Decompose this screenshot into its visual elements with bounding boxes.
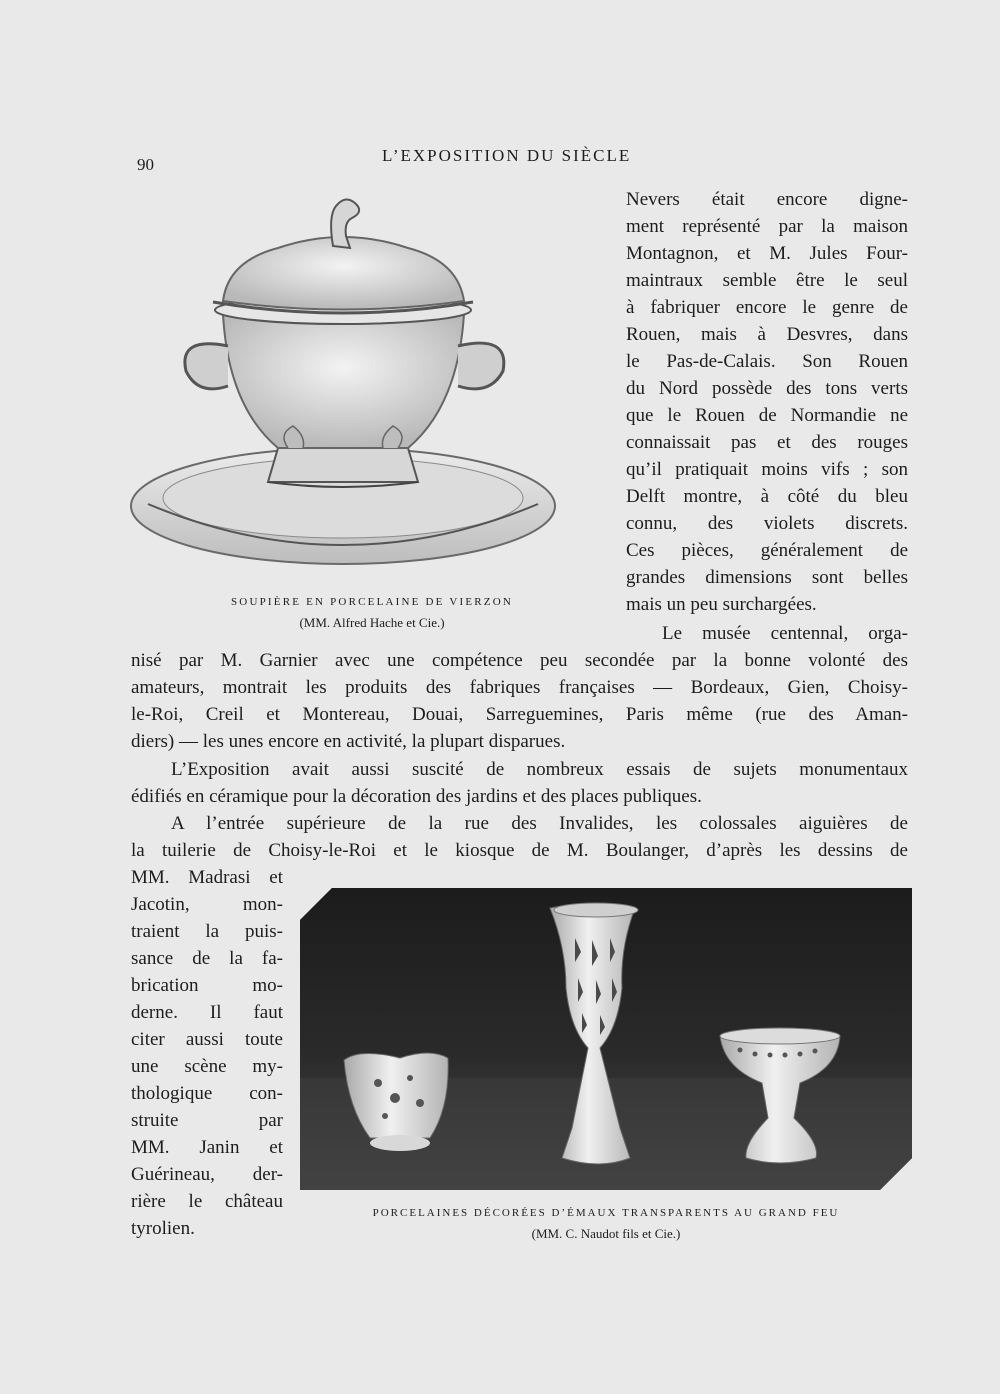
paragraph-right-column <box>626 186 908 618</box>
text-line: citer aussi toute <box>131 1029 283 1050</box>
text-line: édifiés en céramique pour la décoration des jardins et des places publiques. <box>131 786 702 807</box>
text-line: Ces pièces, généralement de <box>626 540 908 561</box>
text-line: Nevers était encore digne- <box>626 189 908 210</box>
page-number: 90 <box>137 155 154 174</box>
text-line: une scène my- <box>131 1056 283 1077</box>
text-line: maintraux semble être le seul <box>626 270 908 291</box>
paragraph-2-first-line <box>662 620 908 647</box>
porcelain-photo <box>300 888 912 1190</box>
text-line: le Pas-de-Calais. Son Rouen <box>626 351 908 372</box>
paragraph-4 <box>131 810 908 864</box>
text-line: amateurs, montrait les produits des fabriques françaises — Bordeaux, Gien, Choisy- <box>131 677 908 698</box>
text-line: ment représenté par la maison <box>626 216 908 237</box>
text-line: Delft montre, à côté du bleu <box>626 486 908 507</box>
paragraph-2 <box>131 647 908 755</box>
text-line: brication mo- <box>131 975 283 996</box>
text-line: Montagnon, et M. Jules Four- <box>626 243 908 264</box>
text-line: struite par <box>131 1110 283 1131</box>
running-title: L’EXPOSITION DU SIÈCLE <box>382 146 632 165</box>
text-line: qu’il pratiquait moins vifs ; son <box>626 459 908 480</box>
paragraph-4-narrow-column <box>131 864 283 1242</box>
tureen-illustration <box>128 186 588 576</box>
text-line: traient la puis- <box>131 921 283 942</box>
text-line: du Nord possède des tons verts <box>626 378 908 399</box>
text-line: A l’entrée supérieure de la rue des Invalides, les colossales aiguières de <box>171 813 908 834</box>
text-line: mais un peu surchargées. <box>626 594 817 615</box>
text-line: derne. Il faut <box>131 1002 283 1023</box>
text-line: Jacotin, mon- <box>131 894 283 915</box>
text-line: grandes dimensions sont belles <box>626 567 908 588</box>
text-line: Rouen, mais à Desvres, dans <box>626 324 908 345</box>
text-line: thologique con- <box>131 1083 283 1104</box>
text-line: Le musée centennal, orga- <box>662 623 908 644</box>
text-line: la tuilerie de Choisy-le-Roi et le kiosque de M. Boulanger, d’après les dessins de <box>131 840 908 861</box>
text-line: tyrolien. <box>131 1218 195 1239</box>
text-line: rière le château <box>131 1191 283 1212</box>
text-line: MM. Madrasi et <box>131 867 283 888</box>
text-line: le-Roi, Creil et Montereau, Douai, Sarreguemines, Paris même (rue des Aman- <box>131 704 908 725</box>
text-line: sance de la fa- <box>131 948 283 969</box>
figure-1-credit: (MM. Alfred Hache et Cie.) <box>299 615 445 630</box>
paragraph-3 <box>131 756 908 810</box>
text-line: L’Exposition avait aussi suscité de nombreux essais de sujets monumentaux <box>171 759 908 780</box>
figure-2-caption: PORCELAINES DÉCORÉES D’ÉMAUX TRANSPARENTS AU GRAND FEU <box>372 1207 840 1219</box>
text-line: nisé par M. Garnier avec une compétence peu secondée par la bonne volonté des <box>131 650 908 671</box>
porcelain-photo-art <box>300 888 912 1190</box>
text-line: MM. Janin et <box>131 1137 283 1158</box>
text-line: Guérineau, der- <box>131 1164 283 1185</box>
text-line: à fabriquer encore le genre de <box>626 297 908 318</box>
text-line: connu, des violets discrets. <box>626 513 908 534</box>
figure-2-credit: (MM. C. Naudot fils et Cie.) <box>531 1226 681 1241</box>
figure-1-caption: SOUPIÈRE EN PORCELAINE DE VIERZON <box>230 596 513 608</box>
text-line: que le Rouen de Normandie ne <box>626 405 908 426</box>
text-line: connaissait pas et des rouges <box>626 432 908 453</box>
text-line: diers) — les unes encore en activité, la plupart disparues. <box>131 731 566 752</box>
